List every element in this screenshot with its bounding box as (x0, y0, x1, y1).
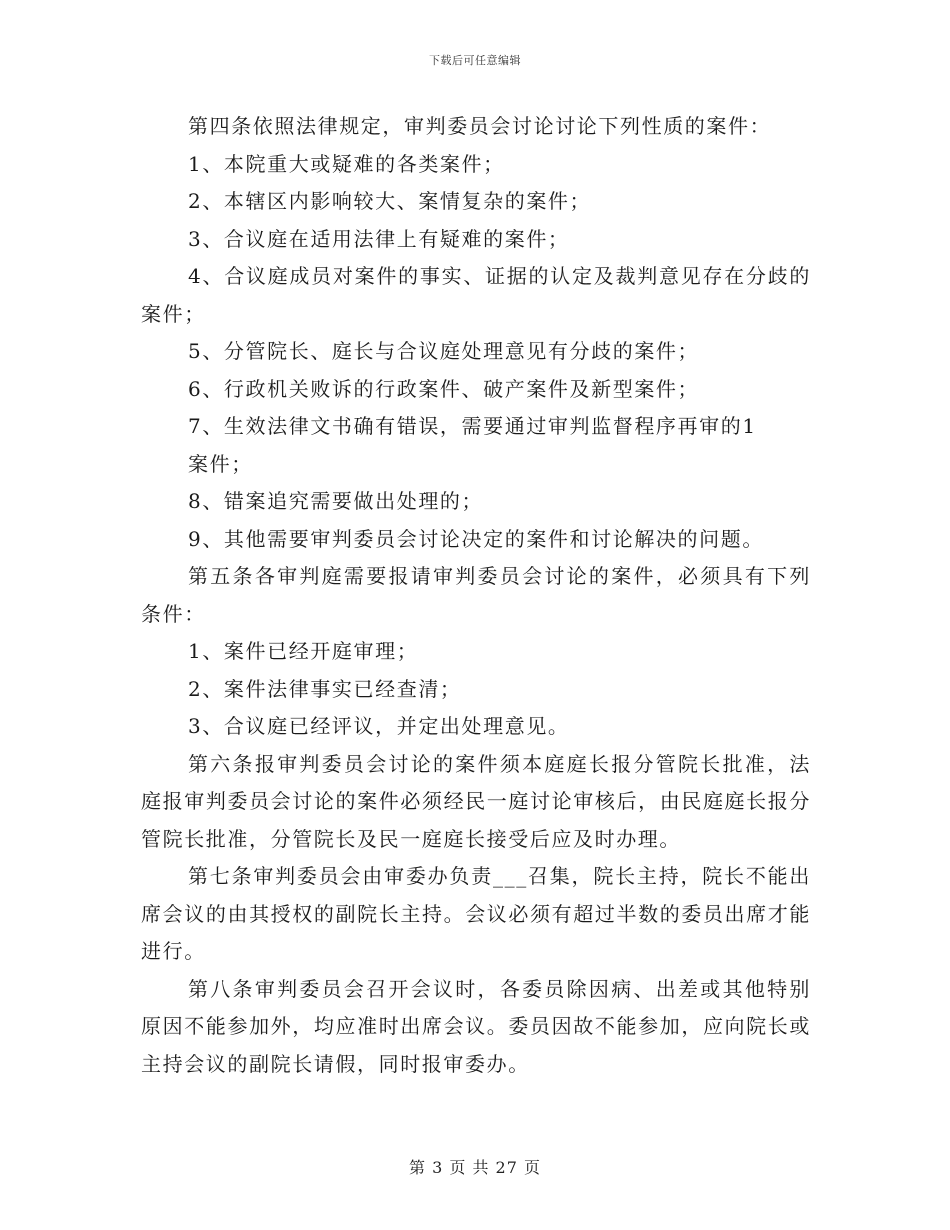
article-4-item-4: 4、合议庭成员对案件的事实、证据的认定及裁判意见存在分歧的案件； (141, 264, 811, 326)
document-body (141, 108, 811, 1083)
article-5-item-3: 3、合议庭已经评议，并定出处理意见。 (188, 714, 570, 738)
article-4-item-9: 9、其他需要审判委员会讨论决定的案件和讨论解决的问题。 (188, 526, 764, 551)
article-4-item-2: 2、本辖区内影响较大、案情复杂的案件； (188, 189, 592, 213)
article-4-item-1: 1、本院重大或疑难的各类案件； (188, 151, 505, 176)
article-5-heading: 第五条各审判庭需要报请审判委员会讨论的案件，必须具有下列条件： (141, 564, 811, 626)
article-4-item-8: 8、错案追究需要做出处理的； (188, 489, 484, 513)
article-4-heading: 第四条依照法律规定，审判委员会讨论讨论下列性质的案件： (188, 114, 772, 138)
article-7: 第七条审判委员会由审委办负责___召集，院长主持，院长不能出席会议的由其授权的副院长主持。会议必须有超过半数的委员出席才能进行。 (141, 864, 811, 963)
article-6: 第六条报审判委员会讨论的案件须本庭庭长报分管院长批准，法庭报审判委员会讨论的案件必须经民一庭讨论审核后，由民庭庭长报分管院长批准，分管院长及民一庭庭长接受后应及时办理。 (141, 751, 811, 851)
article-4-item-7: 7、生效法律文书确有错误，需要通过审判监督程序再审的1 (188, 414, 757, 438)
article-4-item-3: 3、合议庭在适用法律上有疑难的案件； (188, 226, 570, 251)
article-4-item-6: 6、行政机关败诉的行政案件、破产案件及新型案件； (188, 376, 700, 401)
article-4-item-7-continued: 案件； (188, 451, 253, 476)
article-4-item-5: 5、分管院长、庭长与合议庭处理意见有分歧的案件； (188, 339, 700, 363)
article-5-item-1: 1、案件已经开庭审理； (188, 639, 419, 663)
page-header-note: 下载后可任意编辑 (429, 54, 521, 67)
article-8: 第八条审判委员会召开会议时，各委员除因病、出差或其他特别原因不能参加外，均应准时出席会议。委员因故不能参加，应向院长或主持会议的副院长请假，同时报审委办。 (141, 976, 811, 1076)
page-number: 第 3 页 共 27 页 (409, 1158, 541, 1177)
article-5-item-2: 2、案件法律事实已经查清； (188, 676, 462, 701)
